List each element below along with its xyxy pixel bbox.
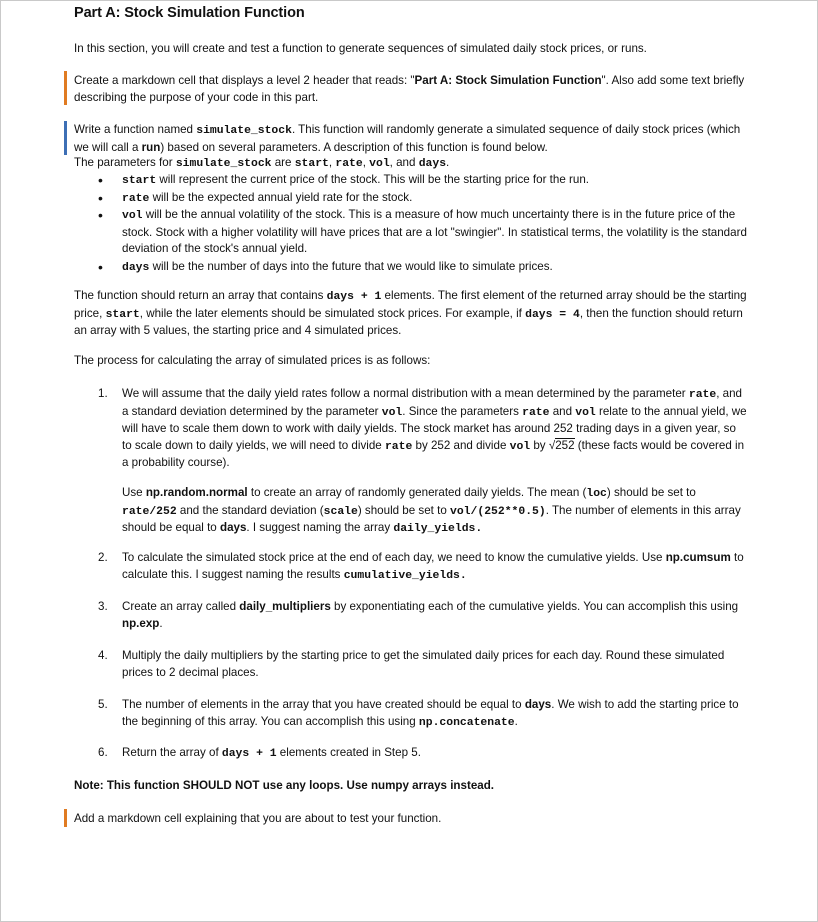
- task-markdown-header: Create a markdown cell that displays a level 2 header that reads: "Part A: Stock Simulation Function". Also add some text briefly describing the purpose of your code in this part.: [74, 74, 745, 104]
- list-item: • vol will be the annual volatility of the stock. This is a measure of how much uncertainty there is in the future price of the stock. Stock with a higher volatility will have prices that are a lot "swingier". In statistical terms, the volatility is the standard deviation of the stock's annual yield.: [122, 207, 748, 258]
- list-item: • days will be the number of days into the future that we would like to simulate prices.: [122, 259, 748, 277]
- task-marker-bar: [64, 121, 67, 155]
- step-number: 6.: [98, 746, 108, 759]
- step-6-text: Return the array of days + 1 elements created in Step 5.: [122, 746, 421, 760]
- sqrt-sign: √: [548, 438, 556, 452]
- page-title: Part A: Stock Simulation Function: [74, 5, 305, 21]
- parameters-line: The parameters for simulate_stock are start, rate, vol, and days.: [74, 156, 450, 170]
- list-item: • rate will be the expected annual yield rate for the stock.: [122, 190, 748, 208]
- parameter-list: [122, 172, 748, 277]
- step-number: 3.: [98, 600, 108, 613]
- list-item: • start will represent the current price of the stock. This will be the starting price for the run.: [122, 172, 748, 190]
- step-number: 2.: [98, 551, 108, 564]
- returns-paragraph: The function should return an array that contains days + 1 elements. The first element of the returned array should be the starting price, start, while the later elements should be simulated stock prices. For example, if days = 4, then the function should return an array with 5 values, the starting price and 4 simulated prices.: [74, 289, 747, 338]
- intro-paragraph: In this section, you will create and test a function to generate sequences of simulated daily stock prices, or runs.: [74, 42, 647, 55]
- task-marker-bar: [64, 809, 67, 827]
- step-3-text: Create an array called daily_multipliers by exponentiating each of the cumulative yields. You can accomplish this using np.exp.: [122, 600, 739, 630]
- step-5-text: The number of elements in the array that you have created should be equal to days. We wish to add the starting price to the beginning of this array. You can accomplish this using np.concatenate.: [122, 698, 739, 729]
- process-intro: The process for calculating the array of simulated prices is as follows:: [74, 354, 431, 367]
- step-2-text: To calculate the simulated stock price at the end of each day, we need to know the cumulative yields. Use np.cumsum to calculate this. I suggest naming the results cumulative_yields.: [122, 551, 744, 582]
- step-number: 5.: [98, 698, 108, 711]
- step-1-text: We will assume that the daily yield rates follow a normal distribution with a mean determined by the parameter rate, and a standard deviation determined by the parameter vol. Since the parameters rate and vol relate to the annual yield, we will have to scale them down to work with daily yields. The stock market has around 252 trading days in a given year, so to scale down to daily yields, we will need to divide rate by 252 and divide vol by √252 (these facts would be covered in a probability course).: [122, 387, 747, 470]
- step-4-text: Multiply the daily multipliers by the starting price to get the simulated daily prices for each day. Round these simulated prices to 2 decimal places.: [122, 649, 725, 679]
- step-number: 1.: [98, 387, 108, 400]
- step-1-detail: Use np.random.normal to create an array of randomly generated daily yields. The mean (loc) should be set to rate/252 and the standard deviation (scale) should be set to vol/(252**0.5). The number of elements in this array should be equal to days. I suggest naming the array daily_yields.: [122, 486, 741, 536]
- task-test-markdown: Add a markdown cell explaining that you are about to test your function.: [74, 812, 442, 825]
- sqrt-value: 252: [555, 438, 575, 452]
- task-function-description: Write a function named simulate_stock. This function will randomly generate a simulated sequence of daily stock prices (which we will call a run) based on several parameters. A description of this function is found below.: [74, 123, 741, 154]
- task-marker-bar: [64, 71, 67, 105]
- note-paragraph: Note: This function SHOULD NOT use any loops. Use numpy arrays instead.: [74, 779, 495, 792]
- step-number: 4.: [98, 649, 108, 662]
